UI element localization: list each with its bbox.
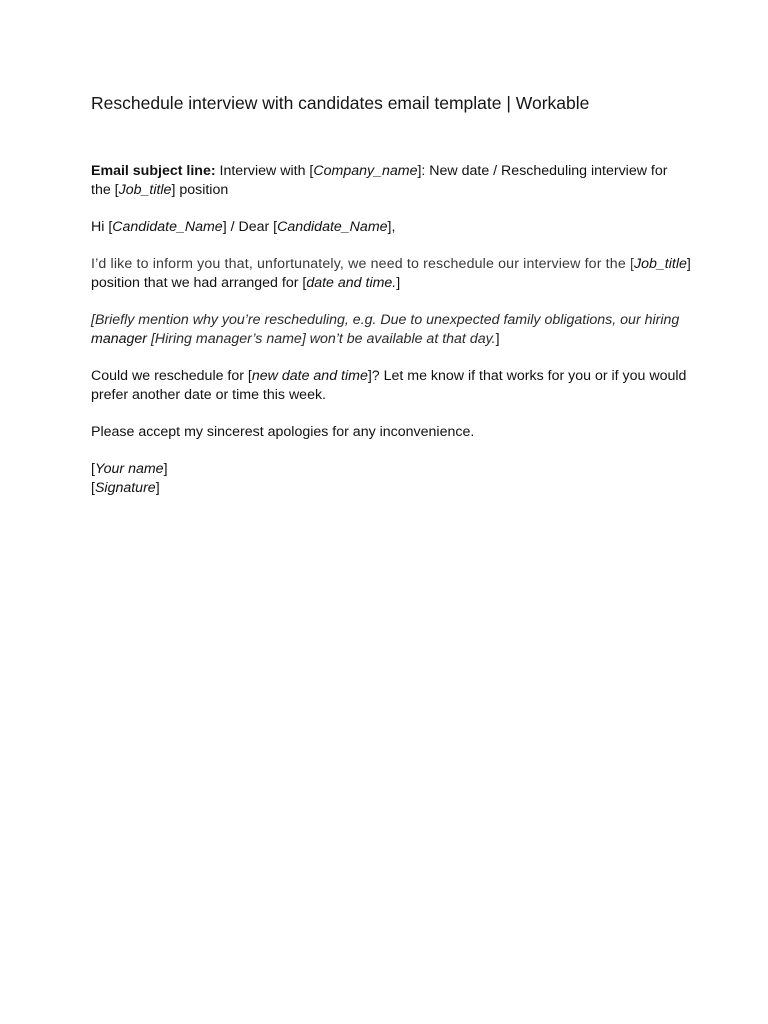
bracket-open: [ <box>91 461 95 477</box>
inform-text-1: I’d like to inform you that, unfortunately, we need to reschedule our interview for the [ <box>91 256 635 272</box>
reason-paragraph <box>91 311 691 349</box>
document-page <box>91 90 691 498</box>
signature-line <box>91 479 691 498</box>
job-title-placeholder: Job_title <box>118 182 172 198</box>
new-date-time-placeholder: new date and time <box>251 368 368 384</box>
job-title-placeholder: Job_title <box>634 256 687 272</box>
request-text-2: ]? Let me know if that works for you or if you would prefer another date or time this week. <box>91 368 687 403</box>
reason-manager-word: manager <box>91 331 147 347</box>
your-name-line <box>91 460 691 479</box>
subject-line-label: Email subject line: <box>91 163 216 179</box>
subject-text-2: ]: New date / Rescheduling interview for the [ <box>91 163 668 198</box>
inform-text-3: ] <box>396 275 401 291</box>
reason-text-2: [Hiring manager’s name] won’t be available at that day. <box>147 331 496 347</box>
bracket-close: ] <box>155 480 160 496</box>
signoff-block <box>91 460 691 498</box>
company-name-placeholder: Company_name <box>313 163 418 179</box>
inform-text-2: ] position that we had arranged for [ <box>91 256 691 291</box>
reason-text-3: ] <box>495 331 500 347</box>
document-title: Reschedule interview with candidates email template | Workable <box>91 93 590 113</box>
request-text-1: Could we reschedule for [ <box>91 368 252 384</box>
greeting-paragraph <box>91 218 691 237</box>
apology-paragraph: Please accept my sincerest apologies for any inconvenience. <box>91 424 475 440</box>
reason-text-1: [Briefly mention why you’re rescheduling, e.g. Due to unexpected family obligations, our hiring <box>91 312 680 328</box>
greeting-text-2: ] / Dear [ <box>222 219 278 235</box>
signature-placeholder: Signature <box>94 480 156 496</box>
bracket-open: [ <box>91 480 95 496</box>
your-name-placeholder: Your name <box>94 461 164 477</box>
subject-text-1: Interview with [ <box>215 163 314 179</box>
date-time-placeholder: date and time. <box>306 275 397 291</box>
request-paragraph <box>91 367 691 405</box>
greeting-text-3: ], <box>387 219 396 235</box>
bracket-close: ] <box>163 461 168 477</box>
subject-text-3: ] position <box>171 182 229 198</box>
subject-line-paragraph <box>91 162 691 200</box>
candidate-name-placeholder: Candidate_Name <box>277 219 388 235</box>
greeting-text-1: Hi [ <box>91 219 113 235</box>
candidate-name-placeholder: Candidate_Name <box>112 219 223 235</box>
inform-paragraph <box>91 255 691 293</box>
